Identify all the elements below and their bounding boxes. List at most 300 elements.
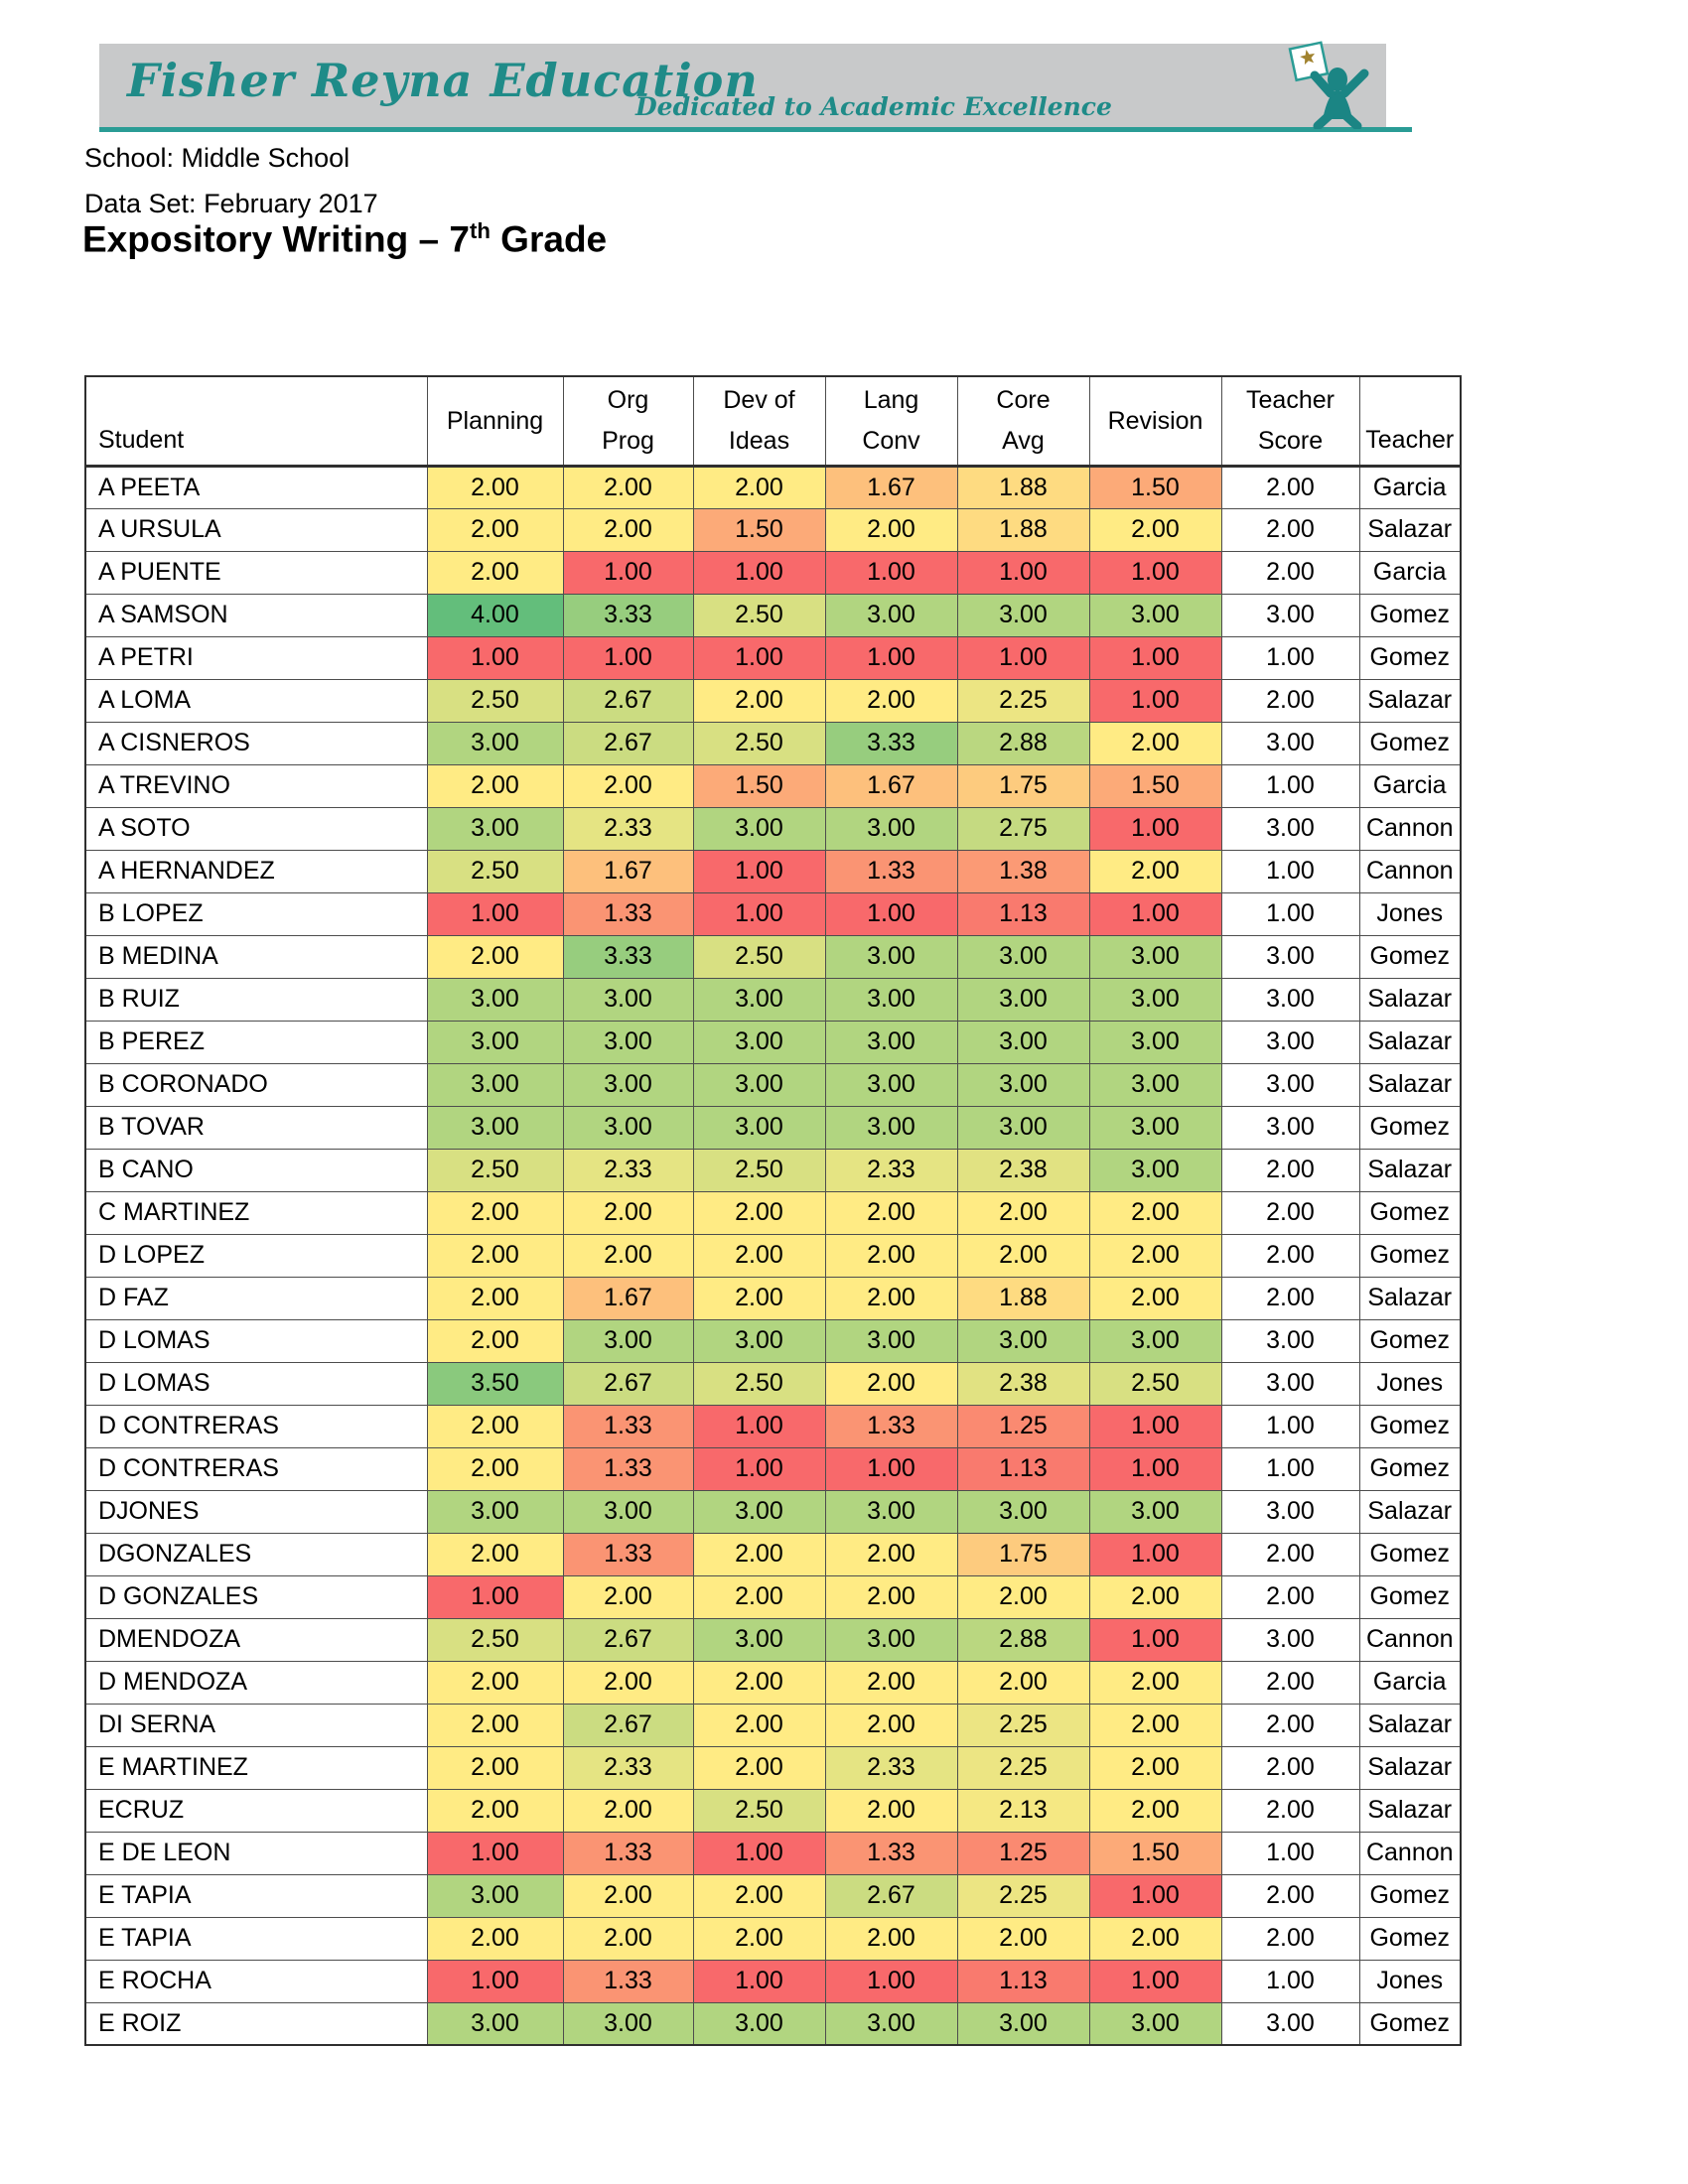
table-row <box>85 1704 1461 1746</box>
score-cell: 1.00 <box>427 1575 563 1618</box>
score-cell: 2.00 <box>825 1917 957 1960</box>
teacher-score-cell: 2.00 <box>1221 1575 1359 1618</box>
score-cell: 3.00 <box>1089 1149 1221 1191</box>
score-cell: 2.00 <box>825 508 957 551</box>
table-row <box>85 1234 1461 1277</box>
student-cell: E ROIZ <box>85 2002 427 2045</box>
table-row <box>85 1746 1461 1789</box>
score-cell: 2.50 <box>427 1618 563 1661</box>
score-cell: 2.00 <box>957 1191 1089 1234</box>
teacher-score-cell: 1.00 <box>1221 1832 1359 1874</box>
student-cell: D CONTRERAS <box>85 1405 427 1447</box>
score-cell: 2.00 <box>427 1917 563 1960</box>
student-cell: D LOMAS <box>85 1362 427 1405</box>
score-cell: 1.13 <box>957 1960 1089 2002</box>
teacher-score-cell: 2.00 <box>1221 508 1359 551</box>
scores-table <box>84 375 1462 2046</box>
score-cell: 3.00 <box>825 1490 957 1533</box>
score-cell: 4.00 <box>427 594 563 636</box>
student-cell: B MEDINA <box>85 935 427 978</box>
score-cell: 3.00 <box>825 1021 957 1063</box>
teacher-cell: Jones <box>1359 892 1461 935</box>
score-cell: 2.67 <box>825 1874 957 1917</box>
logo-star-card <box>1290 43 1328 80</box>
score-cell: 3.00 <box>427 1106 563 1149</box>
student-cell: DMENDOZA <box>85 1618 427 1661</box>
score-cell: 2.25 <box>957 679 1089 722</box>
teacher-score-cell: 3.00 <box>1221 594 1359 636</box>
teacher-score-cell: 1.00 <box>1221 636 1359 679</box>
page-title <box>82 218 607 260</box>
score-cell: 1.25 <box>957 1832 1089 1874</box>
score-cell: 3.00 <box>1089 1490 1221 1533</box>
score-cell: 1.33 <box>825 1405 957 1447</box>
score-cell: 3.00 <box>1089 1063 1221 1106</box>
score-cell: 2.00 <box>427 1191 563 1234</box>
score-cell: 1.00 <box>957 551 1089 594</box>
score-cell: 3.00 <box>427 2002 563 2045</box>
student-cell: E ROCHA <box>85 1960 427 2002</box>
score-cell: 1.00 <box>693 551 825 594</box>
score-cell: 2.00 <box>693 679 825 722</box>
score-cell: 3.00 <box>693 1490 825 1533</box>
student-cell: E DE LEON <box>85 1832 427 1874</box>
score-cell: 1.50 <box>1089 1832 1221 1874</box>
score-cell: 3.00 <box>1089 1021 1221 1063</box>
score-cell: 2.00 <box>957 1234 1089 1277</box>
teacher-cell: Salazar <box>1359 1490 1461 1533</box>
score-cell: 2.00 <box>825 1704 957 1746</box>
score-cell: 1.00 <box>1089 1447 1221 1490</box>
table-row <box>85 1021 1461 1063</box>
score-cell: 3.00 <box>427 807 563 850</box>
teacher-cell: Gomez <box>1359 1447 1461 1490</box>
page-title-superscript: th <box>469 218 491 243</box>
score-cell: 2.00 <box>563 508 693 551</box>
score-cell: 2.50 <box>693 722 825 764</box>
table-row <box>85 466 1461 508</box>
score-cell: 1.00 <box>825 1960 957 2002</box>
score-cell: 1.00 <box>1089 551 1221 594</box>
student-cell: ECRUZ <box>85 1789 427 1832</box>
teacher-score-cell: 3.00 <box>1221 722 1359 764</box>
score-cell: 1.00 <box>693 850 825 892</box>
table-row <box>85 1575 1461 1618</box>
table-row <box>85 1106 1461 1149</box>
score-cell: 2.00 <box>693 1575 825 1618</box>
score-cell: 1.00 <box>1089 636 1221 679</box>
score-cell: 3.00 <box>427 1063 563 1106</box>
teacher-cell: Gomez <box>1359 1191 1461 1234</box>
score-cell: 3.00 <box>693 2002 825 2045</box>
score-cell: 1.00 <box>693 636 825 679</box>
header-cell-lang-conv: Lang Conv <box>825 376 957 466</box>
table-row <box>85 679 1461 722</box>
teacher-cell: Gomez <box>1359 1533 1461 1575</box>
score-cell: 2.00 <box>427 1704 563 1746</box>
header-cell-revision: Revision <box>1089 376 1221 466</box>
score-cell: 1.00 <box>1089 1533 1221 1575</box>
score-cell: 2.00 <box>427 1533 563 1575</box>
score-cell: 2.00 <box>693 1917 825 1960</box>
score-cell: 2.50 <box>427 679 563 722</box>
score-cell: 1.00 <box>427 1832 563 1874</box>
score-cell: 3.00 <box>957 2002 1089 2045</box>
score-cell: 2.00 <box>563 1234 693 1277</box>
school-label: School: Middle School <box>84 143 351 173</box>
score-cell: 3.00 <box>1089 935 1221 978</box>
student-cell: B RUIZ <box>85 978 427 1021</box>
score-cell: 3.00 <box>693 1063 825 1106</box>
score-cell: 1.00 <box>427 892 563 935</box>
score-cell: 2.00 <box>1089 508 1221 551</box>
score-cell: 1.00 <box>693 1405 825 1447</box>
score-cell: 2.00 <box>957 1661 1089 1704</box>
table-row <box>85 1917 1461 1960</box>
teacher-score-cell: 1.00 <box>1221 764 1359 807</box>
teacher-cell: Cannon <box>1359 1832 1461 1874</box>
dataset-label: Data Set: February 2017 <box>84 189 378 218</box>
score-cell: 3.00 <box>957 1063 1089 1106</box>
score-cell: 1.00 <box>693 1960 825 2002</box>
table-row <box>85 1277 1461 1319</box>
score-cell: 2.00 <box>427 1447 563 1490</box>
brand-logo <box>1281 36 1390 129</box>
score-cell: 1.88 <box>957 1277 1089 1319</box>
score-cell: 1.00 <box>563 551 693 594</box>
score-cell: 3.00 <box>957 935 1089 978</box>
score-cell: 1.00 <box>825 1447 957 1490</box>
score-cell: 2.00 <box>427 764 563 807</box>
score-cell: 2.00 <box>427 1405 563 1447</box>
score-cell: 1.67 <box>825 764 957 807</box>
brand-title: Fisher Reyna Education <box>127 54 759 107</box>
score-cell: 2.33 <box>825 1149 957 1191</box>
score-cell: 2.00 <box>1089 850 1221 892</box>
table-row <box>85 1874 1461 1917</box>
score-cell: 1.00 <box>825 892 957 935</box>
score-cell: 1.00 <box>563 636 693 679</box>
teacher-score-cell: 3.00 <box>1221 1618 1359 1661</box>
score-cell: 3.00 <box>427 978 563 1021</box>
score-cell: 3.00 <box>693 978 825 1021</box>
teacher-score-cell: 2.00 <box>1221 1874 1359 1917</box>
score-cell: 2.00 <box>427 466 563 508</box>
score-cell: 3.00 <box>957 1490 1089 1533</box>
student-cell: D GONZALES <box>85 1575 427 1618</box>
score-cell: 2.00 <box>693 1277 825 1319</box>
table-row <box>85 551 1461 594</box>
student-cell: DI SERNA <box>85 1704 427 1746</box>
header-cell-teacher: Teacher <box>1359 376 1461 466</box>
header-row <box>85 376 1461 466</box>
score-cell: 2.50 <box>693 935 825 978</box>
score-cell: 1.50 <box>693 508 825 551</box>
score-cell: 3.00 <box>1089 2002 1221 2045</box>
score-cell: 2.00 <box>693 1874 825 1917</box>
score-cell: 3.00 <box>957 978 1089 1021</box>
brand-banner <box>99 44 1386 129</box>
teacher-cell: Salazar <box>1359 978 1461 1021</box>
score-cell: 1.13 <box>957 892 1089 935</box>
score-cell: 2.00 <box>825 1191 957 1234</box>
score-cell: 2.50 <box>693 594 825 636</box>
score-cell: 1.33 <box>563 1447 693 1490</box>
student-cell: A SOTO <box>85 807 427 850</box>
score-cell: 3.00 <box>825 935 957 978</box>
teacher-cell: Gomez <box>1359 1405 1461 1447</box>
score-cell: 2.67 <box>563 1362 693 1405</box>
logo-figure-icon <box>1315 68 1364 126</box>
teacher-score-cell: 2.00 <box>1221 551 1359 594</box>
score-cell: 3.00 <box>825 807 957 850</box>
header-cell-core-avg: Core Avg <box>957 376 1089 466</box>
table-row <box>85 1618 1461 1661</box>
table-row <box>85 508 1461 551</box>
teacher-score-cell: 2.00 <box>1221 1917 1359 1960</box>
teacher-score-cell: 3.00 <box>1221 1063 1359 1106</box>
score-cell: 1.25 <box>957 1405 1089 1447</box>
table-row <box>85 1319 1461 1362</box>
score-cell: 2.00 <box>427 1746 563 1789</box>
student-cell: E TAPIA <box>85 1917 427 1960</box>
score-cell: 2.38 <box>957 1149 1089 1191</box>
score-cell: 1.00 <box>693 1832 825 1874</box>
teacher-score-cell: 2.00 <box>1221 1234 1359 1277</box>
score-cell: 2.00 <box>1089 1704 1221 1746</box>
table-row <box>85 1490 1461 1533</box>
student-cell: A PETRI <box>85 636 427 679</box>
banner-underline <box>99 127 1412 132</box>
score-cell: 1.00 <box>1089 679 1221 722</box>
teacher-cell: Gomez <box>1359 636 1461 679</box>
table-row <box>85 807 1461 850</box>
score-cell: 2.00 <box>693 1533 825 1575</box>
teacher-score-cell: 2.00 <box>1221 1746 1359 1789</box>
teacher-cell: Gomez <box>1359 1319 1461 1362</box>
score-cell: 2.00 <box>825 1234 957 1277</box>
score-cell: 3.00 <box>693 1319 825 1362</box>
score-cell: 3.00 <box>1089 1106 1221 1149</box>
student-cell: E MARTINEZ <box>85 1746 427 1789</box>
table-row <box>85 1960 1461 2002</box>
score-cell: 1.88 <box>957 466 1089 508</box>
page-title-tail: Grade <box>490 218 608 260</box>
teacher-cell: Salazar <box>1359 508 1461 551</box>
score-cell: 1.38 <box>957 850 1089 892</box>
score-cell: 1.50 <box>693 764 825 807</box>
teacher-score-cell: 2.00 <box>1221 1661 1359 1704</box>
table-row <box>85 1405 1461 1447</box>
teacher-cell: Jones <box>1359 1960 1461 2002</box>
teacher-cell: Gomez <box>1359 594 1461 636</box>
score-cell: 3.00 <box>427 1021 563 1063</box>
table-row <box>85 978 1461 1021</box>
score-cell: 1.33 <box>563 892 693 935</box>
score-cell: 1.33 <box>563 1533 693 1575</box>
score-cell: 3.00 <box>825 594 957 636</box>
header-cell-teacher-score: Teacher Score <box>1221 376 1359 466</box>
teacher-cell: Salazar <box>1359 1277 1461 1319</box>
score-cell: 2.67 <box>563 722 693 764</box>
score-cell: 2.00 <box>1089 1575 1221 1618</box>
teacher-score-cell: 3.00 <box>1221 1490 1359 1533</box>
student-cell: DGONZALES <box>85 1533 427 1575</box>
score-cell: 2.50 <box>427 850 563 892</box>
student-cell: A SAMSON <box>85 594 427 636</box>
score-cell: 1.00 <box>825 636 957 679</box>
score-cell: 2.25 <box>957 1874 1089 1917</box>
teacher-cell: Cannon <box>1359 807 1461 850</box>
student-cell: B CANO <box>85 1149 427 1191</box>
score-cell: 2.25 <box>957 1746 1089 1789</box>
teacher-score-cell: 2.00 <box>1221 1704 1359 1746</box>
score-cell: 1.00 <box>1089 807 1221 850</box>
score-cell: 2.00 <box>693 1661 825 1704</box>
score-cell: 2.50 <box>1089 1362 1221 1405</box>
table-row <box>85 1533 1461 1575</box>
score-cell: 2.33 <box>563 1149 693 1191</box>
score-cell: 3.33 <box>563 594 693 636</box>
score-cell: 2.33 <box>825 1746 957 1789</box>
score-cell: 1.00 <box>1089 1405 1221 1447</box>
score-cell: 1.88 <box>957 508 1089 551</box>
teacher-score-cell: 2.00 <box>1221 1191 1359 1234</box>
teacher-score-cell: 2.00 <box>1221 1789 1359 1832</box>
score-cell: 2.00 <box>563 1191 693 1234</box>
teacher-cell: Gomez <box>1359 1917 1461 1960</box>
score-cell: 1.75 <box>957 1533 1089 1575</box>
student-cell: B CORONADO <box>85 1063 427 1106</box>
score-cell: 2.00 <box>427 508 563 551</box>
teacher-cell: Salazar <box>1359 1746 1461 1789</box>
score-cell: 2.00 <box>825 1362 957 1405</box>
teacher-score-cell: 2.00 <box>1221 1149 1359 1191</box>
score-cell: 3.00 <box>1089 978 1221 1021</box>
student-cell: D MENDOZA <box>85 1661 427 1704</box>
table-row <box>85 1362 1461 1405</box>
score-cell: 2.00 <box>957 1917 1089 1960</box>
score-cell: 1.00 <box>693 892 825 935</box>
score-cell: 3.00 <box>563 2002 693 2045</box>
teacher-score-cell: 3.00 <box>1221 2002 1359 2045</box>
score-cell: 2.00 <box>1089 1277 1221 1319</box>
teacher-cell: Gomez <box>1359 1575 1461 1618</box>
score-cell: 3.00 <box>693 1021 825 1063</box>
score-cell: 3.00 <box>825 2002 957 2045</box>
score-cell: 2.00 <box>1089 1746 1221 1789</box>
teacher-score-cell: 3.00 <box>1221 1362 1359 1405</box>
student-cell: A LOMA <box>85 679 427 722</box>
student-cell: C MARTINEZ <box>85 1191 427 1234</box>
score-cell: 3.50 <box>427 1362 563 1405</box>
teacher-cell: Jones <box>1359 1362 1461 1405</box>
score-cell: 2.00 <box>1089 1191 1221 1234</box>
table-row <box>85 850 1461 892</box>
teacher-cell: Gomez <box>1359 722 1461 764</box>
table-row <box>85 935 1461 978</box>
header-cell-student: Student <box>85 376 427 466</box>
score-cell: 2.38 <box>957 1362 1089 1405</box>
score-cell: 3.00 <box>427 1874 563 1917</box>
teacher-cell: Salazar <box>1359 1063 1461 1106</box>
score-cell: 2.00 <box>427 1234 563 1277</box>
score-cell: 2.67 <box>563 1704 693 1746</box>
teacher-score-cell: 1.00 <box>1221 892 1359 935</box>
score-cell: 2.00 <box>427 551 563 594</box>
teacher-score-cell: 2.00 <box>1221 1533 1359 1575</box>
score-cell: 1.75 <box>957 764 1089 807</box>
score-cell: 3.00 <box>563 978 693 1021</box>
table-row <box>85 892 1461 935</box>
score-cell: 2.00 <box>693 1746 825 1789</box>
teacher-score-cell: 1.00 <box>1221 1405 1359 1447</box>
student-cell: A HERNANDEZ <box>85 850 427 892</box>
table-row <box>85 1832 1461 1874</box>
score-cell: 2.50 <box>693 1362 825 1405</box>
teacher-score-cell: 3.00 <box>1221 978 1359 1021</box>
student-cell: A PEETA <box>85 466 427 508</box>
score-cell: 2.00 <box>427 1319 563 1362</box>
score-cell: 3.00 <box>825 1063 957 1106</box>
student-cell: D CONTRERAS <box>85 1447 427 1490</box>
teacher-cell: Salazar <box>1359 679 1461 722</box>
table-row <box>85 1661 1461 1704</box>
teacher-cell: Garcia <box>1359 764 1461 807</box>
score-cell: 1.00 <box>1089 1618 1221 1661</box>
student-cell: B PEREZ <box>85 1021 427 1063</box>
student-cell: B TOVAR <box>85 1106 427 1149</box>
score-cell: 2.13 <box>957 1789 1089 1832</box>
score-cell: 2.88 <box>957 722 1089 764</box>
teacher-cell: Garcia <box>1359 466 1461 508</box>
score-cell: 3.00 <box>825 1106 957 1149</box>
score-cell: 1.67 <box>825 466 957 508</box>
score-cell: 2.00 <box>957 1575 1089 1618</box>
score-cell: 2.00 <box>563 1575 693 1618</box>
score-cell: 3.00 <box>693 1106 825 1149</box>
score-cell: 3.33 <box>563 935 693 978</box>
table-row <box>85 764 1461 807</box>
score-cell: 2.00 <box>427 935 563 978</box>
score-cell: 2.00 <box>563 764 693 807</box>
teacher-cell: Cannon <box>1359 1618 1461 1661</box>
score-cell: 2.50 <box>693 1789 825 1832</box>
score-cell: 2.00 <box>693 466 825 508</box>
teacher-cell: Gomez <box>1359 1106 1461 1149</box>
score-cell: 2.00 <box>825 1533 957 1575</box>
table-row <box>85 1191 1461 1234</box>
score-cell: 1.00 <box>957 636 1089 679</box>
score-cell: 3.00 <box>825 1618 957 1661</box>
student-cell: A CISNEROS <box>85 722 427 764</box>
score-cell: 1.50 <box>1089 764 1221 807</box>
teacher-cell: Garcia <box>1359 551 1461 594</box>
score-cell: 2.00 <box>825 679 957 722</box>
brand-tagline: Dedicated to Academic Excellence <box>635 92 1112 121</box>
page-title-text: Expository Writing – 7 <box>82 218 470 260</box>
score-cell: 2.00 <box>563 1661 693 1704</box>
teacher-score-cell: 2.00 <box>1221 679 1359 722</box>
score-cell: 1.33 <box>825 1832 957 1874</box>
score-cell: 3.00 <box>957 1106 1089 1149</box>
score-cell: 2.00 <box>825 1277 957 1319</box>
score-cell: 1.67 <box>563 1277 693 1319</box>
score-cell: 3.00 <box>427 1490 563 1533</box>
score-cell: 1.00 <box>427 1960 563 2002</box>
table-row <box>85 636 1461 679</box>
header-cell-planning: Planning <box>427 376 563 466</box>
